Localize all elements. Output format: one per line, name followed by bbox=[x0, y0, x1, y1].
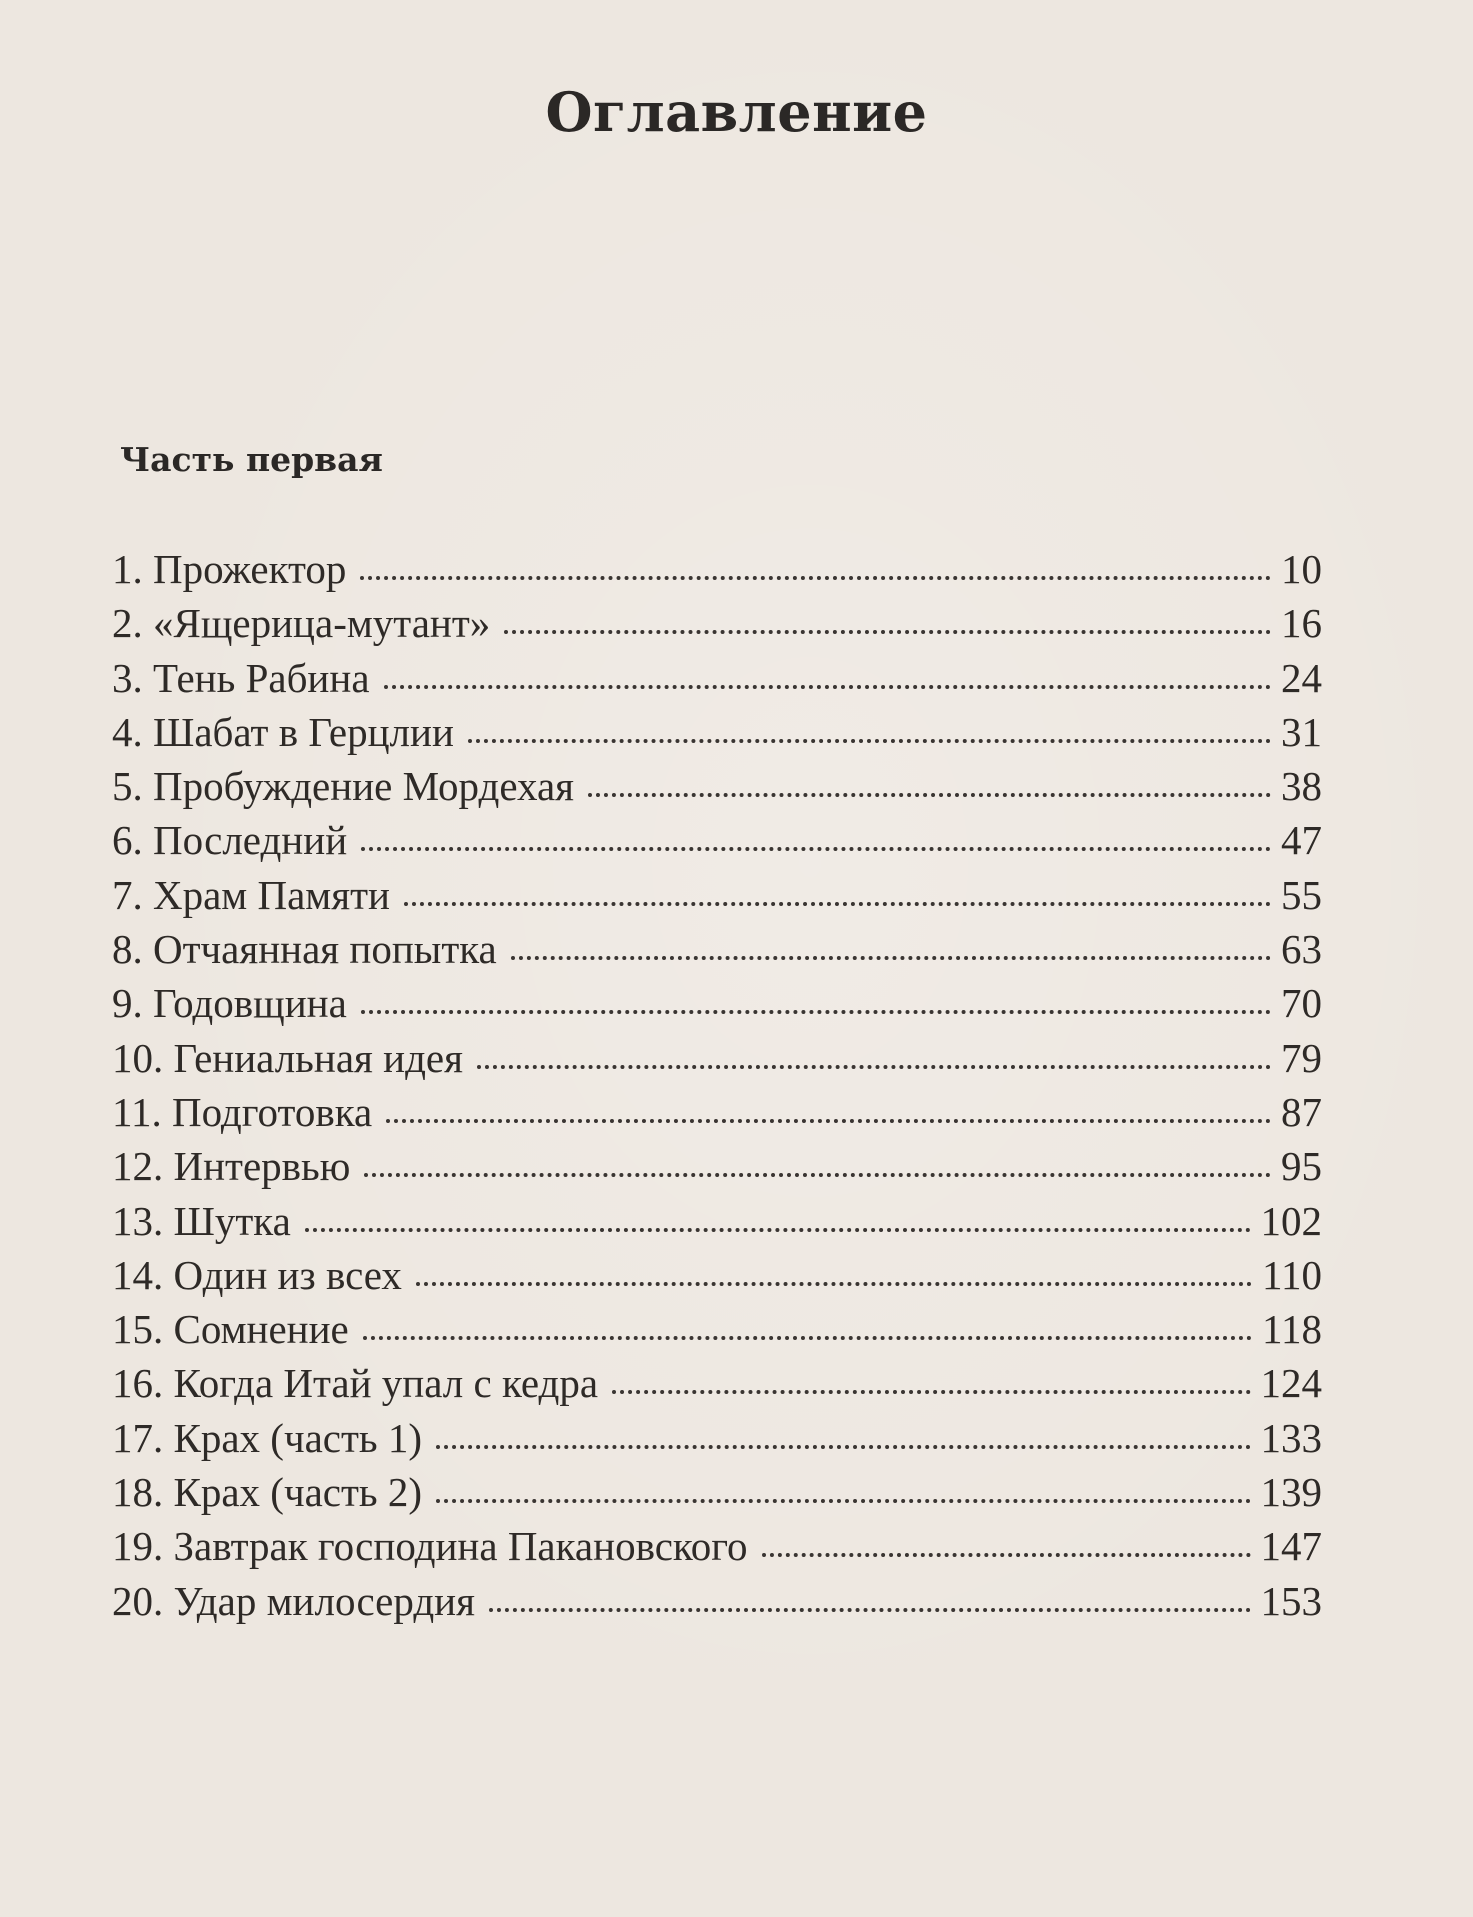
toc-entry-page: 16 bbox=[1281, 600, 1322, 647]
dot-leader bbox=[588, 793, 1271, 797]
toc-entry-page: 10 bbox=[1281, 546, 1322, 592]
toc-entry bbox=[112, 654, 1322, 708]
toc-entry-title: 17. Крах (часть 1) bbox=[112, 1414, 422, 1461]
toc-entry-page: 87 bbox=[1281, 1088, 1322, 1135]
dot-leader bbox=[504, 630, 1271, 634]
toc-entry-page: 24 bbox=[1281, 654, 1322, 701]
toc-entry bbox=[112, 871, 1322, 925]
toc-entry-title: 2. «Ящерица-мутант» bbox=[112, 600, 491, 647]
toc-entry bbox=[112, 979, 1322, 1033]
toc-entry-page: 70 bbox=[1281, 980, 1322, 1027]
dot-leader bbox=[386, 1119, 1271, 1123]
toc-entry-page: 95 bbox=[1281, 1143, 1322, 1190]
toc-entry-title: 14. Один из всех bbox=[112, 1251, 402, 1298]
toc-entry-title: 3. Тень Рабина bbox=[112, 654, 370, 701]
toc-entry-title: 10. Гениальная идея bbox=[112, 1034, 463, 1081]
dot-leader bbox=[477, 1065, 1271, 1069]
toc-entry-page: 153 bbox=[1260, 1577, 1322, 1624]
toc-entry bbox=[112, 1522, 1322, 1576]
dot-leader bbox=[404, 902, 1271, 906]
dot-leader bbox=[612, 1390, 1250, 1394]
dot-leader bbox=[468, 739, 1271, 743]
dot-leader bbox=[360, 576, 1271, 580]
toc-entry bbox=[112, 1088, 1322, 1142]
toc-entry-page: 147 bbox=[1260, 1523, 1322, 1570]
dot-leader bbox=[511, 956, 1271, 960]
toc-entry bbox=[112, 708, 1322, 762]
dot-leader bbox=[361, 847, 1271, 851]
toc-entry-title: 4. Шабат в Герцлии bbox=[112, 708, 454, 755]
toc-entry-title: 13. Шутка bbox=[112, 1197, 291, 1244]
toc-entry-page: 63 bbox=[1281, 926, 1322, 973]
toc-entry bbox=[112, 599, 1322, 653]
toc-entry bbox=[112, 1305, 1322, 1359]
dot-leader bbox=[363, 1336, 1252, 1340]
toc-entry-title: 19. Завтрак господина Пакановского bbox=[112, 1523, 748, 1570]
toc-entry-page: 38 bbox=[1281, 763, 1322, 810]
toc-entry-page: 124 bbox=[1260, 1360, 1322, 1407]
toc-entry-title: 1. Прожектор bbox=[112, 546, 347, 592]
toc-entry-page: 31 bbox=[1281, 708, 1322, 755]
page-title: Оглавление bbox=[545, 80, 928, 145]
toc-entry-page: 55 bbox=[1281, 871, 1322, 918]
dot-leader bbox=[384, 685, 1271, 689]
toc-entry-title: 7. Храм Памяти bbox=[112, 871, 390, 918]
toc-entry-page: 102 bbox=[1260, 1197, 1322, 1244]
dot-leader bbox=[416, 1282, 1252, 1286]
dot-leader bbox=[361, 1010, 1271, 1014]
toc-entry bbox=[112, 1577, 1322, 1631]
toc-entry-page: 47 bbox=[1281, 817, 1322, 864]
toc-entry-page: 139 bbox=[1260, 1469, 1322, 1516]
dot-leader bbox=[436, 1445, 1251, 1449]
toc-entry bbox=[112, 1251, 1322, 1305]
toc-entry bbox=[112, 545, 1322, 599]
toc-entry bbox=[112, 762, 1322, 816]
toc-entry-title: 5. Пробуждение Мордехая bbox=[112, 763, 575, 810]
dot-leader bbox=[305, 1228, 1251, 1232]
toc-entry-title: 11. Подготовка bbox=[112, 1088, 373, 1135]
toc-entry bbox=[112, 1197, 1322, 1251]
toc-entry bbox=[112, 1359, 1322, 1413]
toc-entry-page: 133 bbox=[1260, 1414, 1322, 1461]
toc-entry-title: 16. Когда Итай упал с кедра bbox=[112, 1360, 599, 1407]
toc-entry-title: 9. Годовщина bbox=[112, 980, 347, 1027]
dot-leader bbox=[489, 1608, 1251, 1612]
toc-entry bbox=[112, 925, 1322, 979]
toc-entry-page: 110 bbox=[1262, 1251, 1322, 1298]
toc-entry-title: 18. Крах (часть 2) bbox=[112, 1469, 422, 1516]
toc-entry bbox=[112, 1414, 1322, 1468]
dot-leader bbox=[436, 1499, 1251, 1503]
toc-entry bbox=[112, 1142, 1322, 1196]
toc-entry bbox=[112, 816, 1322, 870]
dot-leader bbox=[762, 1553, 1251, 1557]
toc-entry-title: 12. Интервью bbox=[112, 1143, 351, 1190]
dot-leader bbox=[364, 1173, 1271, 1177]
toc-entry-page: 118 bbox=[1262, 1306, 1322, 1353]
toc-entry-title: 8. Отчаянная попытка bbox=[112, 926, 497, 973]
toc-entry-title: 6. Последний bbox=[112, 817, 348, 864]
toc-entry bbox=[112, 1468, 1322, 1522]
table-of-contents bbox=[112, 545, 1322, 1631]
toc-entry-title: 20. Удар милосердия bbox=[112, 1577, 475, 1624]
part-heading: Часть первая bbox=[120, 440, 383, 479]
toc-entry-title: 15. Сомнение bbox=[112, 1306, 349, 1353]
toc-entry bbox=[112, 1034, 1322, 1088]
toc-entry-page: 79 bbox=[1281, 1034, 1322, 1081]
